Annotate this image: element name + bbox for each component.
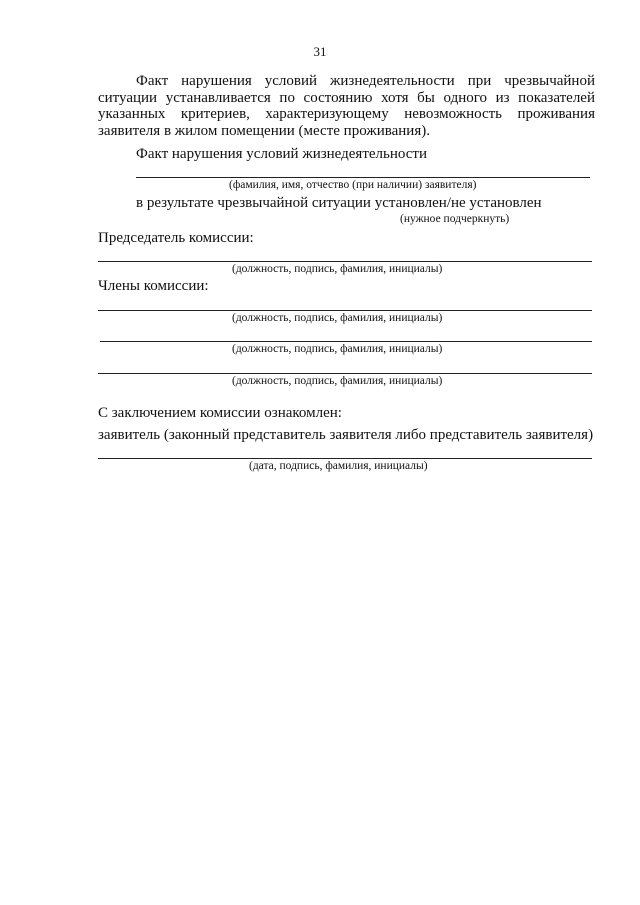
- acquainted-label: С заключением комиссии ознакомлен:: [98, 405, 342, 421]
- members-label: Члены комиссии:: [98, 278, 209, 294]
- applicant-label: заявитель (законный представитель заявителя либо представитель заявителя): [98, 427, 594, 443]
- page-number: 31: [313, 44, 327, 59]
- applicant-name-caption: (фамилия, имя, отчество (при наличии) заявителя): [229, 179, 477, 191]
- fact-statement: Факт нарушения условий жизнедеятельности: [136, 146, 428, 162]
- applicant-signature-caption: (дата, подпись, фамилия, инициалы): [249, 460, 428, 472]
- chairman-signature-caption: (должность, подпись, фамилия, инициалы): [232, 263, 443, 275]
- underline-caption: (нужное подчеркнуть): [400, 213, 510, 225]
- result-statement: в результате чрезвычайной ситуации установлен/не установлен: [136, 195, 542, 211]
- chairman-label: Председатель комиссии:: [98, 230, 254, 246]
- member-1-signature-caption: (должность, подпись, фамилия, инициалы): [232, 312, 443, 324]
- applicant-signature-line: [98, 458, 592, 459]
- member-2-signature-line: [100, 341, 592, 342]
- member-3-signature-line: [98, 373, 592, 374]
- member-2-signature-caption: (должность, подпись, фамилия, инициалы): [232, 343, 443, 355]
- applicant-name-line: [136, 177, 590, 178]
- paragraph-violation-fact: Факт нарушения условий жизнедеятельности при чрезвычайной ситуации устанавливается по состоянию хотя бы одного из показателей указанных критериев, характеризующему невозможность проживания заявителя в жилом помещении (месте проживания).: [98, 73, 595, 139]
- chairman-signature-line: [98, 261, 592, 262]
- member-3-signature-caption: (должность, подпись, фамилия, инициалы): [232, 375, 443, 387]
- member-1-signature-line: [98, 310, 592, 311]
